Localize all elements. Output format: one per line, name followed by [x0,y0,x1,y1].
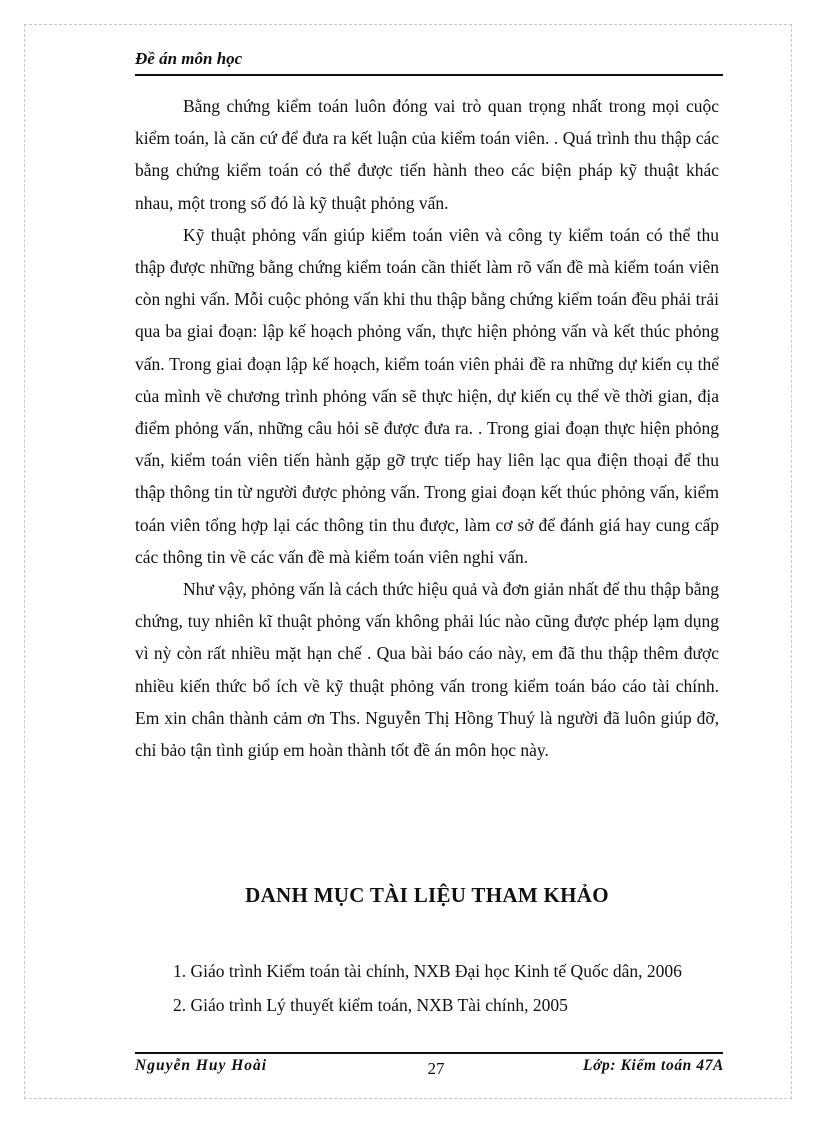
page-header [135,48,723,76]
footer-author: Nguyễn Huy Hoài [135,1057,268,1074]
reference-item: 2. Giáo trình Lý thuyết kiểm toán, NXB Tài chính, 2005 [173,995,568,1015]
page-number: 27 [427,1059,445,1078]
paragraph-interview-technique: Kỹ thuật phỏng vấn giúp kiểm toán viên và công ty kiểm toán có thể thu thập được những bằng chứng kiểm toán cần thiết làm rõ vấn đề mà kiểm toán viên còn nghi vấn. Mỗi cuộc phỏng vấn khi thu thập bằng chứng kiểm toán đều phải trải qua ba giai đoạn: lập kế hoạch phỏng vấn, thực hiện phỏng vấn và kết thúc phỏng vấn. Trong giai đoạn lập kế hoạch, kiểm toán viên phải đề ra những dự kiến cụ thể của mình về chương trình phỏng vấn sẽ thực hiện, dự kiến cụ thể về thời gian, địa điểm phỏng vấn, những câu hỏi sẽ được đưa ra. . Trong giai đoạn thực hiện phỏng vấn, kiểm toán viên tiến hành gặp gỡ trực tiếp hay liên lạc qua điện thoại để thu thập thông tin từ người được phỏng vấn. Trong giai đoạn kết thúc phỏng vấn, kiểm toán viên tổng hợp lại các thông tin thu được, làm cơ sở để đánh giá hay cung cấp các thông tin về các vấn đề mà kiểm toán viên nghi vấn. [135,224,719,567]
reference-item: 1. Giáo trình Kiểm toán tài chính, NXB Đại học Kinh tế Quốc dân, 2006 [173,961,682,981]
document-body [135,90,719,766]
paragraph-intro: Bằng chứng kiểm toán luôn đóng vai trò quan trọng nhất trong mọi cuộc kiểm toán, là căn cứ để đưa ra kết luận của kiểm toán viên. . Quá trình thu thập các bằng chứng kiểm toán có thể được tiến hành theo các biện pháp kỹ thuật khác nhau, một trong số đó là kỹ thuật phỏng vấn. [135,96,719,213]
footer-class: Lớp: Kiểm toán 47A [583,1057,724,1074]
references-list [173,954,733,1022]
references-heading: DANH MỤC TÀI LIỆU THAM KHẢO [245,883,609,907]
footer-divider [135,1052,723,1054]
paragraph-conclusion: Như vậy, phỏng vấn là cách thức hiệu quả và đơn giản nhất để thu thập bằng chứng, tuy nhiên kĩ thuật phỏng vấn không phải lúc nào cũng được phép lạm dụng vì nỳ còn rất nhiều mặt hạn chế . Qua bài báo cáo này, em đã thu thập thêm được nhiều kiến thức bổ ích về kỹ thuật phỏng vấn trong kiểm toán báo cáo tài chính. Em xin chân thành cảm ơn Ths. Nguyễn Thị Hồng Thuý là người đã luôn giúp đỡ, chỉ bảo tận tình giúp em hoàn thành tốt đề án môn học này. [135,579,719,761]
header-title: Đề án môn học [135,49,243,68]
